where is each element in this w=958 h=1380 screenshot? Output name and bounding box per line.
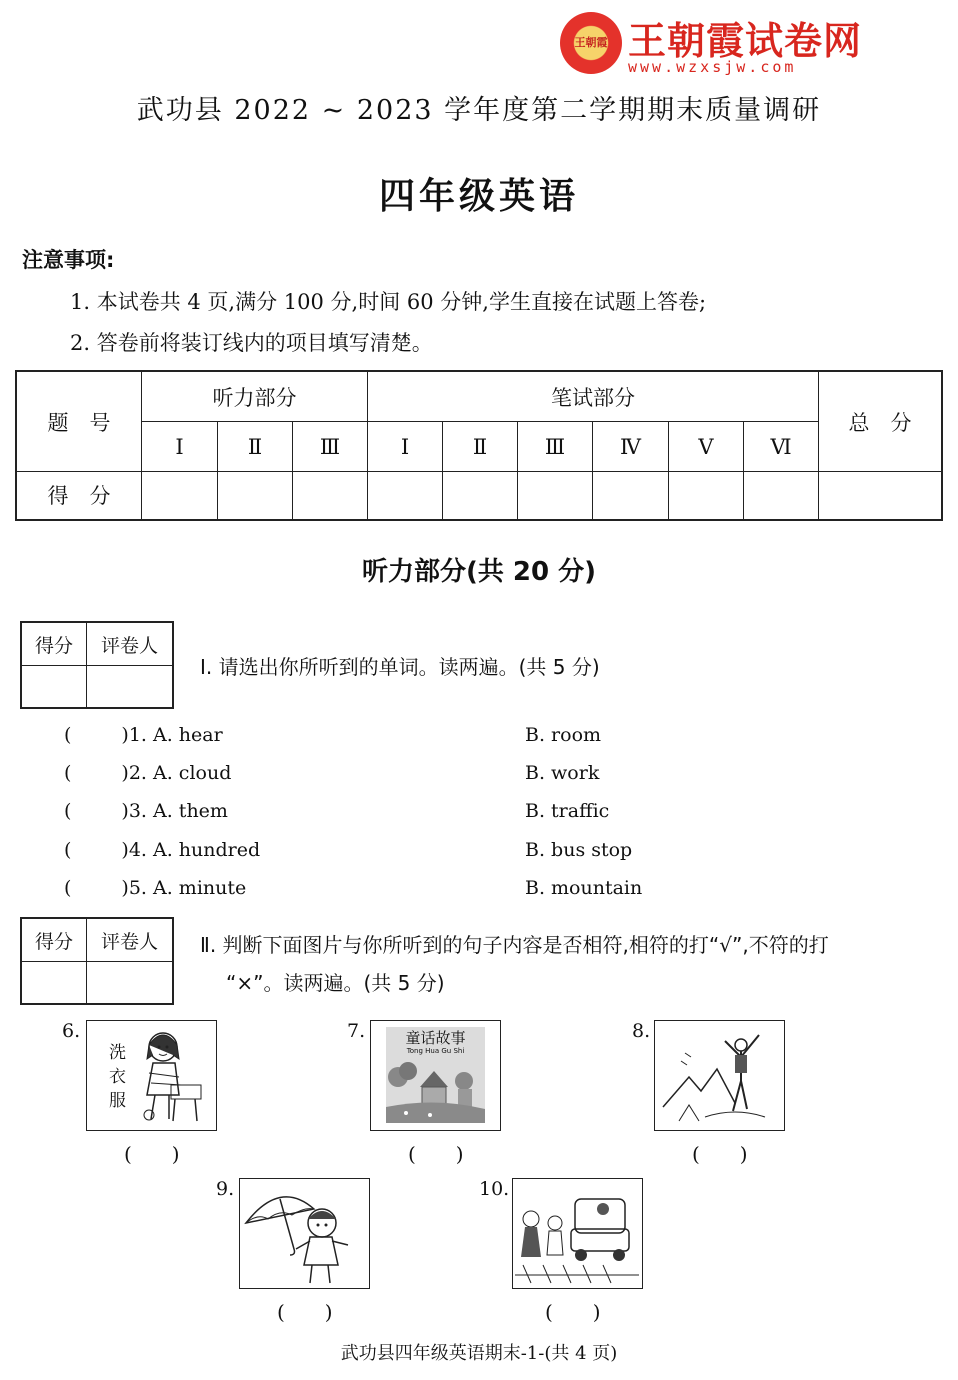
watermark-logo: [560, 10, 880, 76]
girl-with-umbrella-icon: [240, 1179, 368, 1287]
question-option-b: B. room: [525, 724, 602, 746]
section-2-title-line1: Ⅱ. 判断下面图片与你所听到的句子内容是否相符,相符的打“√”,不符的打: [200, 933, 829, 957]
listening-label: 听力部分: [212, 385, 297, 410]
watermark-url: www.wzxsjw.com: [628, 58, 797, 76]
listening-heading: 听力部分(共 20 分): [361, 557, 597, 587]
watermark-brand: 王朝霞试卷网: [628, 19, 863, 63]
question-number: 6.: [62, 1020, 81, 1042]
answer-blank[interactable]: ( ): [408, 1142, 464, 1166]
grade-box-grader: 评卷人: [100, 930, 158, 953]
grade-box: [20, 621, 174, 709]
seal-icon: [560, 12, 622, 74]
grade-box-grader: 评卷人: [100, 634, 158, 657]
question-number: 9.: [216, 1178, 235, 1200]
writing-col: Ⅵ: [770, 434, 792, 459]
answer-blank[interactable]: ( ): [692, 1142, 748, 1166]
section-2-title-line2: “×”。读两遍。(共 5 分): [226, 971, 445, 995]
total-label: 总 分: [848, 410, 912, 435]
question-row: ( )4. A. hundred: [64, 839, 261, 861]
listening-col: Ⅰ: [175, 434, 184, 459]
writing-col: Ⅱ: [472, 434, 488, 459]
picture-fairy-tale-book: [370, 1020, 501, 1131]
section-1-title: Ⅰ. 请选出你所听到的单词。读两遍。(共 5 分): [200, 655, 600, 679]
mountain-climber-icon: [655, 1021, 783, 1129]
listening-col: Ⅱ: [247, 434, 263, 459]
writing-label: 笔试部分: [551, 385, 635, 410]
question-number: 10.: [479, 1178, 510, 1200]
family-crossing-road-icon: [513, 1179, 641, 1287]
notice-item-2: 2. 答卷前将装订线内的项目填写清楚。: [70, 331, 433, 355]
question-row: ( )3. A. them: [64, 800, 228, 822]
grade-box-score: 得分: [34, 930, 73, 953]
listening-col: Ⅲ: [319, 434, 341, 459]
answer-blank[interactable]: ( ): [545, 1300, 601, 1324]
question-option-b: B. bus stop: [525, 839, 633, 861]
writing-col: Ⅴ: [698, 434, 714, 459]
grade-box-score: 得分: [34, 634, 73, 657]
question-number: 7.: [347, 1020, 366, 1042]
question-option-b: B. work: [525, 762, 600, 784]
picture-mountain-climber: [654, 1020, 785, 1131]
writing-col: Ⅰ: [400, 434, 410, 459]
score-table: [15, 370, 943, 521]
doc-title: 武功县 2022 ~ 2023 学年度第二学期期末质量调研: [136, 95, 822, 126]
answer-blank[interactable]: ( ): [277, 1300, 333, 1324]
writing-col: Ⅲ: [544, 434, 566, 459]
picture-umbrella-girl: [239, 1178, 370, 1289]
picture-laundry: [86, 1020, 217, 1131]
page-footer: 武功县四年级英语期末-1-(共 4 页): [340, 1343, 618, 1364]
question-option-b: B. mountain: [525, 877, 643, 899]
writing-col: Ⅳ: [620, 434, 641, 459]
girl-washing-clothes-icon: [135, 1025, 215, 1129]
question-row: ( )5. A. minute: [64, 877, 247, 899]
question-row: ( )1. A. hear: [64, 724, 223, 746]
row-label: 题 号: [47, 410, 111, 435]
seal-text: 王朝霞: [574, 36, 608, 49]
question-number: 8.: [632, 1020, 651, 1042]
grade-box: [20, 917, 174, 1005]
notice-item-1: 1. 本试卷共 4 页,满分 100 分,时间 60 分钟,学生直接在试题上答卷;: [70, 290, 707, 314]
subject-title: 四年级英语: [378, 176, 579, 217]
question-row: ( )2. A. cloud: [64, 762, 232, 784]
notice-heading: 注意事项:: [22, 248, 115, 272]
picture-crossing-street: [512, 1178, 643, 1289]
book-subtitle: Tong Hua Gu Shi: [406, 1047, 465, 1055]
answer-blank[interactable]: ( ): [124, 1142, 180, 1166]
question-option-b: B. traffic: [525, 800, 610, 822]
book-title: 童话故事: [405, 1029, 466, 1047]
picture-caption: 洗 衣 服: [109, 1043, 126, 1111]
fairy-tale-scene-icon: [386, 1057, 485, 1123]
score-label: 得 分: [47, 484, 111, 508]
